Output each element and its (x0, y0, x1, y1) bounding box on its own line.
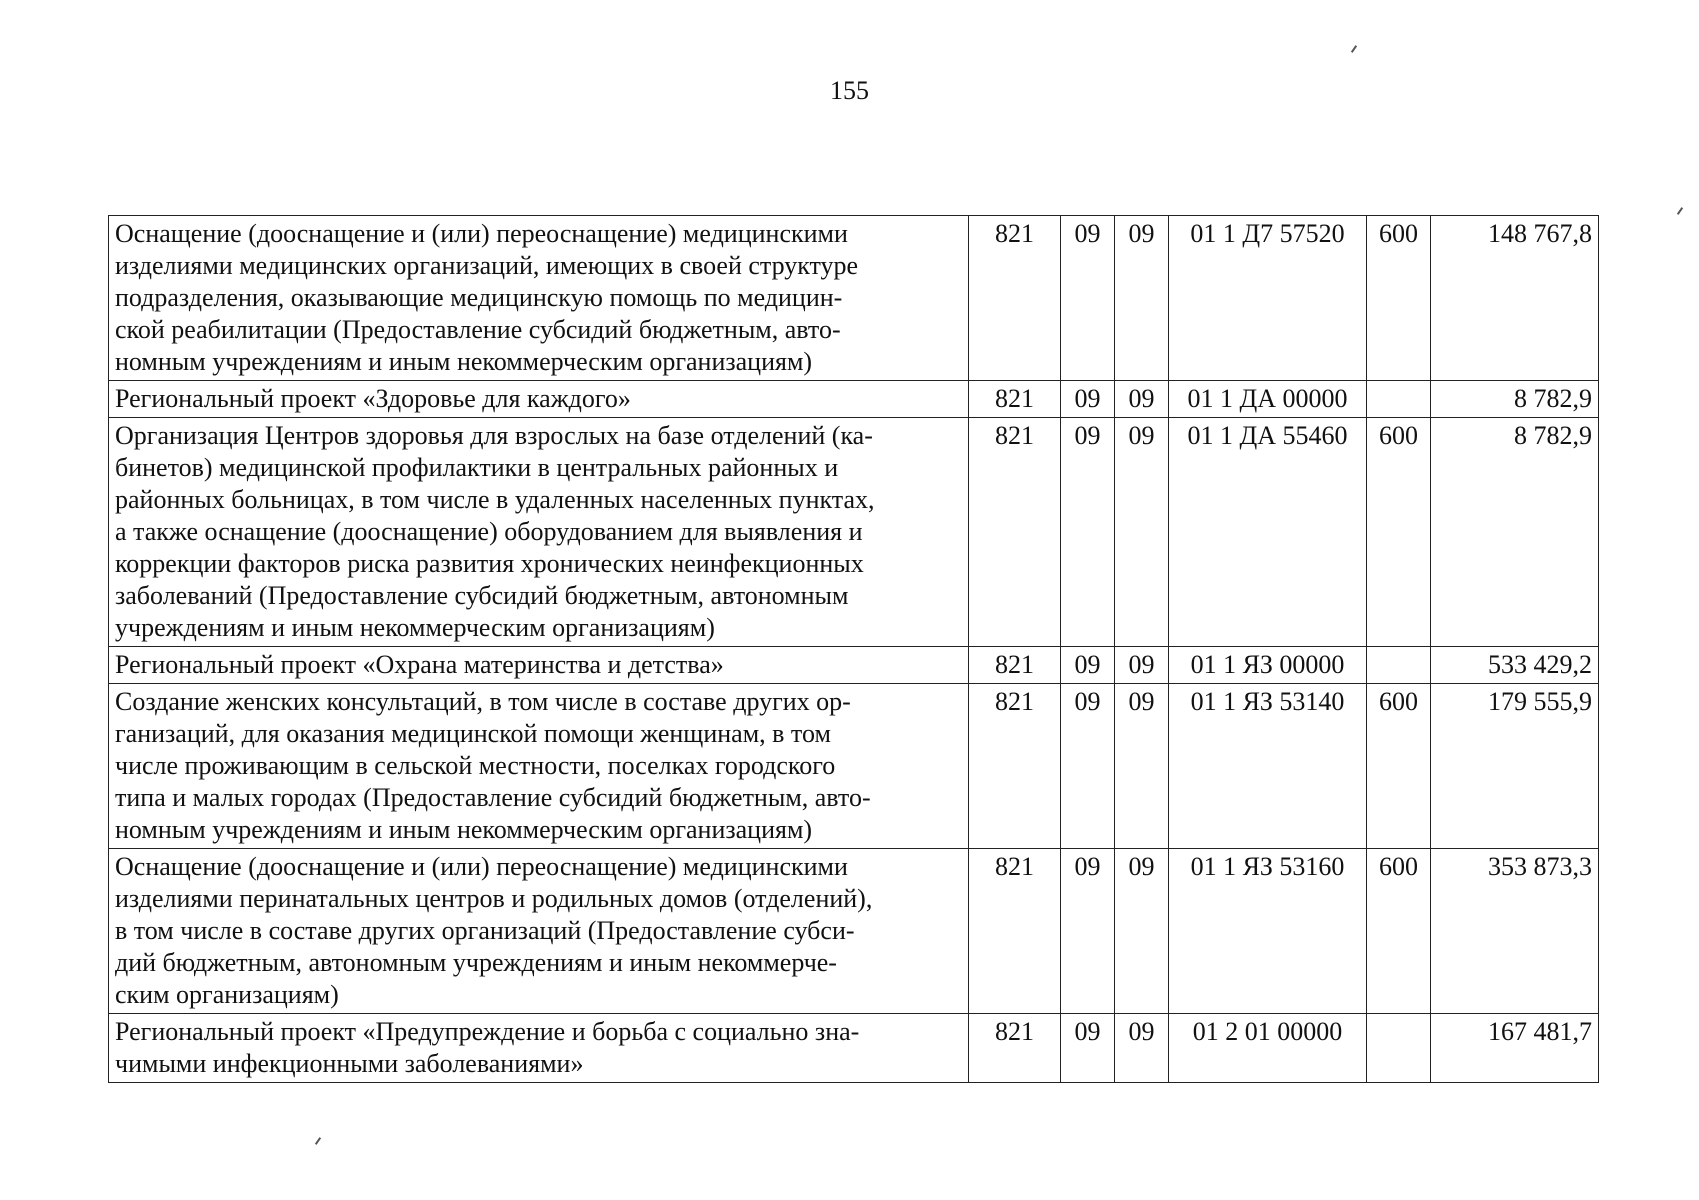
subsection-code-cell: 09 (1115, 418, 1169, 647)
budget-table-body (109, 216, 1599, 1083)
table-row (109, 381, 1599, 418)
ministry-code-cell: 821 (969, 418, 1061, 647)
subsection-code-cell: 09 (1115, 849, 1169, 1014)
description-cell: Региональный проект «Предупреждение и борьба с социально зна- чимыми инфекционными заболеваниями» (109, 1014, 969, 1083)
description-cell: Создание женских консультаций, в том числе в составе других ор- ганизаций, для оказания медицинской помощи женщинам, в том числе проживающим в сельской местности, поселках городского типа и малых городах (Предоставление субсидий бюджетным, авто- номным учреждениям и иным некоммерческим организациям) (109, 684, 969, 849)
budget-table (108, 215, 1599, 1083)
amount-cell: 533 429,2 (1431, 647, 1599, 684)
ministry-code-cell: 821 (969, 381, 1061, 418)
target-article-cell: 01 1 ЯЗ 53160 (1169, 849, 1367, 1014)
description-cell: Оснащение (дооснащение и (или) переоснащение) медицинскими изделиями перинатальных центров и родильных домов (отделений), в том числе в составе других организаций (Предоставление субси- дий бюджетным, автономным учреждениям и иным некоммерче- ским организациям) (109, 849, 969, 1014)
section-code-cell: 09 (1061, 216, 1115, 381)
table-row (109, 216, 1599, 381)
amount-cell: 167 481,7 (1431, 1014, 1599, 1083)
description-cell: Региональный проект «Здоровье для каждого» (109, 381, 969, 418)
description-cell: Региональный проект «Охрана материнства и детства» (109, 647, 969, 684)
amount-cell: 179 555,9 (1431, 684, 1599, 849)
table-row (109, 418, 1599, 647)
expense-type-cell: 600 (1367, 418, 1431, 647)
table-row (109, 849, 1599, 1014)
section-code-cell: 09 (1061, 849, 1115, 1014)
target-article-cell: 01 1 ЯЗ 53140 (1169, 684, 1367, 849)
budget-table-wrapper (108, 215, 1598, 1083)
scan-mark (1677, 207, 1683, 215)
scan-mark (1351, 45, 1357, 53)
expense-type-cell (1367, 381, 1431, 418)
amount-cell: 148 767,8 (1431, 216, 1599, 381)
target-article-cell: 01 1 ДА 00000 (1169, 381, 1367, 418)
amount-cell: 8 782,9 (1431, 381, 1599, 418)
ministry-code-cell: 821 (969, 647, 1061, 684)
expense-type-cell (1367, 1014, 1431, 1083)
expense-type-cell: 600 (1367, 216, 1431, 381)
ministry-code-cell: 821 (969, 1014, 1061, 1083)
amount-cell: 8 782,9 (1431, 418, 1599, 647)
subsection-code-cell: 09 (1115, 647, 1169, 684)
description-cell: Организация Центров здоровья для взрослых на базе отделений (ка- бинетов) медицинской профилактики в центральных районных и районных больницах, в том числе в удаленных населенных пунктах, а также оснащение (дооснащение) оборудованием для выявления и коррекции факторов риска развития хронических неинфекционных заболеваний (Предоставление субсидий бюджетным, автономным учреждениям и иным некоммерческим организациям) (109, 418, 969, 647)
section-code-cell: 09 (1061, 418, 1115, 647)
scan-mark (315, 1137, 321, 1145)
section-code-cell: 09 (1061, 381, 1115, 418)
section-code-cell: 09 (1061, 1014, 1115, 1083)
expense-type-cell: 600 (1367, 684, 1431, 849)
table-row (109, 1014, 1599, 1083)
amount-cell: 353 873,3 (1431, 849, 1599, 1014)
table-row (109, 647, 1599, 684)
target-article-cell: 01 1 ДА 55460 (1169, 418, 1367, 647)
subsection-code-cell: 09 (1115, 1014, 1169, 1083)
ministry-code-cell: 821 (969, 684, 1061, 849)
target-article-cell: 01 1 Д7 57520 (1169, 216, 1367, 381)
target-article-cell: 01 2 01 00000 (1169, 1014, 1367, 1083)
subsection-code-cell: 09 (1115, 684, 1169, 849)
section-code-cell: 09 (1061, 647, 1115, 684)
expense-type-cell: 600 (1367, 849, 1431, 1014)
table-row (109, 684, 1599, 849)
ministry-code-cell: 821 (969, 849, 1061, 1014)
target-article-cell: 01 1 ЯЗ 00000 (1169, 647, 1367, 684)
ministry-code-cell: 821 (969, 216, 1061, 381)
expense-type-cell (1367, 647, 1431, 684)
section-code-cell: 09 (1061, 684, 1115, 849)
page-number: 155 (830, 76, 869, 105)
subsection-code-cell: 09 (1115, 381, 1169, 418)
subsection-code-cell: 09 (1115, 216, 1169, 381)
description-cell: Оснащение (дооснащение и (или) переоснащение) медицинскими изделиями медицинских организаций, имеющих в своей структуре подразделения, оказывающие медицинскую помощь по медицин- ской реабилитации (Предоставление субсидий бюджетным, авто- номным учреждениям и иным некоммерческим организациям) (109, 216, 969, 381)
